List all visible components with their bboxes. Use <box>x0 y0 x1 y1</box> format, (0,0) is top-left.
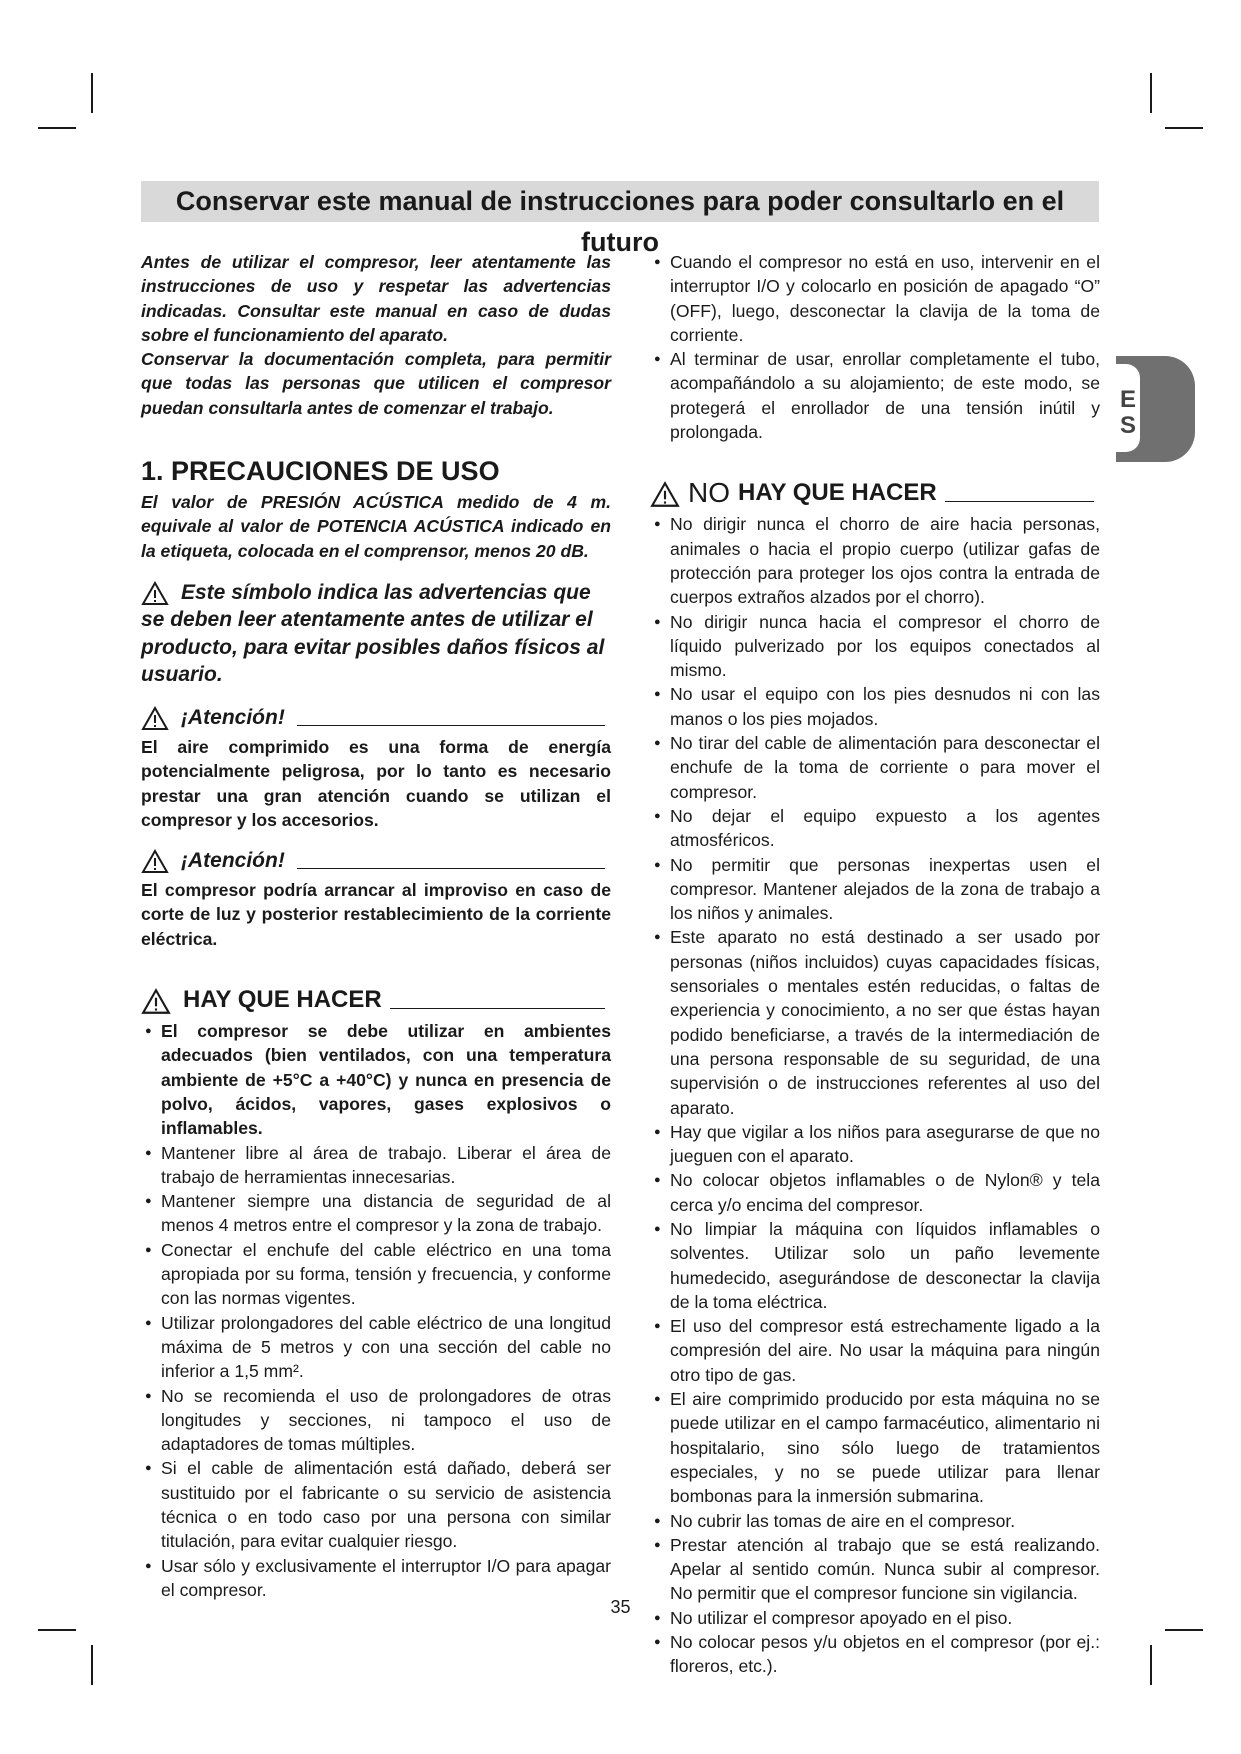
dont-title-no: NO <box>688 477 730 509</box>
symbol-note-text: Este símbolo indica las advertencias que se deben leer atentamente antes de utilizar el producto, para evitar posibles daños físicos al usuario. <box>141 580 605 687</box>
crop-mark <box>91 73 93 113</box>
list-item: ● El uso del compresor está estrechamente ligado a la compresión del aire. No usar la máquina para ningún otro tipo de gas. <box>650 1314 1100 1387</box>
crop-mark <box>91 1645 93 1685</box>
list-item: ● No cubrir las tomas de aire en el compresor. <box>650 1509 1100 1533</box>
header-banner: Conservar este manual de instrucciones para poder consultarlo en el futuro <box>141 181 1099 222</box>
attention-heading <box>141 848 611 874</box>
heading-rule <box>390 1008 605 1009</box>
list-item: ● No limpiar la máquina con líquidos inflamables o solventes. Utilizar solo un paño levemente humedecido, asegurándose de desconectar la clavija de la toma eléctrica. <box>650 1217 1100 1314</box>
list-item: ● El compresor se debe utilizar en ambientes adecuados (bien ventilados, con una temperatura ambiente de +5°C a +40°C) y nunca en presencia de polvo, ácidos, vapores, gases explosivos o inflamables. <box>141 1019 611 1140</box>
heading-rule <box>297 868 605 869</box>
warning-triangle-icon <box>141 581 169 606</box>
warning-triangle-icon <box>141 849 169 874</box>
intro-paragraph: Antes de utilizar el compresor, leer atentamente las instrucciones de uso y respetar las advertencias indicadas. Consultar este manual en caso de dudas sobre el funcionamiento del aparato. <box>141 252 611 345</box>
dont-heading <box>650 478 1100 508</box>
crop-mark <box>1165 1629 1203 1631</box>
crop-mark <box>1165 127 1203 129</box>
list-item: ● Prestar atención al trabajo que se está realizando. Apelar al sentido común. Nunca subir al compresor. No permitir que el compresor funcione sin vigilancia. <box>650 1533 1100 1606</box>
crop-mark <box>38 1629 76 1631</box>
list-item: ● Mantener libre al área de trabajo. Liberar el área de trabajo de herramientas innecesarias. <box>141 1141 611 1190</box>
language-letter: E <box>1120 386 1137 413</box>
list-item: ● No tirar del cable de alimentación para desconectar el enchufe de la toma de corriente o para mover el compresor. <box>650 731 1100 804</box>
heading-rule <box>945 501 1094 502</box>
list-item: ● No colocar objetos inflamables o de Nylon® y tela cerca y/o encima del compresor. <box>650 1168 1100 1217</box>
list-item: ● No dirigir nunca el chorro de aire hacia personas, animales o hacia el propio cuerpo (utilizar gafas de protección para proteger los ojos contra la entrada de cuerpos extraños alzados por el chorro). <box>650 512 1100 609</box>
crop-mark <box>38 127 76 129</box>
attention-heading <box>141 705 611 731</box>
list-item: ● No utilizar el compresor apoyado en el piso. <box>650 1606 1100 1630</box>
left-column <box>141 250 611 1602</box>
list-item: ● No permitir que personas inexpertas usen el compresor. Mantener alejados de la zona de trabajo a los niños y animales. <box>650 853 1100 926</box>
list-item: ● No dejar el equipo expuesto a los agentes atmosféricos. <box>650 804 1100 853</box>
list-item: ● Si el cable de alimentación está dañado, deberá ser sustituido por el fabricante o su servicio de asistencia técnica o en todo caso por una persona con similar titulación, para evitar cualquier riesgo. <box>141 1456 611 1553</box>
list-item: ● Cuando el compresor no está en uso, intervenir en el interruptor I/O y colocarlo en posición de apagado “O” (OFF), luego, desconectar la clavija de la toma de corriente. <box>650 250 1100 347</box>
dont-title: HAY QUE HACER <box>738 479 937 507</box>
acoustic-note: El valor de PRESIÓN ACÚSTICA medido de 4 m. equivale al valor de POTENCIA ACÚSTICA indicado en la etiqueta, colocada en el comprensor, menos 20 dB. <box>141 492 611 561</box>
attention-text: El compresor podría arrancar al improviso en caso de corte de luz y posterior restablecimiento de la corriente eléctrica. <box>141 880 611 949</box>
right-column <box>650 250 1100 1679</box>
warning-triangle-icon <box>141 988 171 1015</box>
list-item: ● Al terminar de usar, enrollar completamente el tubo, acompañándolo a su alojamiento; de este modo, se protegerá el enrollador de una tensión inútil y prolongada. <box>650 347 1100 444</box>
list-item: ● Mantener siempre una distancia de seguridad de al menos 4 metros entre el compresor y la zona de trabajo. <box>141 1189 611 1238</box>
list-item: ● No dirigir nunca hacia el compresor el chorro de líquido pulverizado por los equipos conectados al mismo. <box>650 610 1100 683</box>
list-item: ● Utilizar prolongadores del cable eléctrico de una longitud máxima de 5 metros y con una sección del cable no inferior a 1,5 mm². <box>141 1311 611 1384</box>
heading-rule <box>297 725 605 726</box>
list-item: ● No usar el equipo con los pies desnudos ni con las manos o los pies mojados. <box>650 682 1100 731</box>
crop-mark <box>1150 73 1152 113</box>
section-title: 1. PRECAUCIONES DE USO <box>141 456 500 487</box>
language-letter: S <box>1120 412 1137 439</box>
list-item: ● Este aparato no está destinado a ser usado por personas (niños incluidos) cuyas capacidades físicas, sensoriales o mentales estén reducidas, o faltas de experiencia y conocimiento, a no ser que éstas hayan podido beneficiarse, a través de la intermediación de una persona responsable de su seguridad, de una supervisión o de instrucciones referentes al uso del aparato. <box>650 925 1100 1119</box>
list-item: ● Conectar el enchufe del cable eléctrico en una toma apropiada por su forma, tensión y frecuencia, y conforme con las normas vigentes. <box>141 1238 611 1311</box>
warning-triangle-icon <box>141 706 169 731</box>
list-item: ● Hay que vigilar a los niños para asegurarse de que no jueguen con el aparato. <box>650 1120 1100 1169</box>
page-number: 35 <box>610 1597 631 1617</box>
do-list <box>141 1019 611 1602</box>
attention-label: ¡Atención! <box>181 849 285 873</box>
crop-mark <box>1150 1645 1152 1685</box>
language-tab <box>1116 356 1195 462</box>
do-list-continued <box>650 250 1100 444</box>
language-tab-inner <box>1116 364 1140 452</box>
attention-label: ¡Atención! <box>181 705 285 729</box>
list-item: ● Usar sólo y exclusivamente el interruptor I/O para apagar el compresor. <box>141 1554 611 1603</box>
attention-text: El aire comprimido es una forma de energía potencialmente peligrosa, por lo tanto es necesario prestar una gran atención cuando se utilizan el compresor y los accesorios. <box>141 736 611 830</box>
list-item: ● No se recomienda el uso de prolongadores de otras longitudes y secciones, ni tampoco el uso de adaptadores de tomas múltiples. <box>141 1384 611 1457</box>
do-title: HAY QUE HACER <box>183 986 382 1014</box>
list-item: ● El aire comprimido producido por esta máquina no se puede utilizar en el campo farmacéutico, alimentario ni hospitalario, sino sólo luego de tratamientos especiales, y no se puede utilizar para llenar bombonas para la inmersión submarina. <box>650 1387 1100 1508</box>
list-item: ● No colocar pesos y/u objetos en el compresor (por ej.: floreros, etc.). <box>650 1630 1100 1679</box>
intro-paragraph: Conservar la documentación completa, para permitir que todas las personas que utilicen el compresor puedan consultarla antes de comenzar el trabajo. <box>141 349 611 418</box>
warning-triangle-icon <box>650 481 680 508</box>
dont-list <box>650 512 1100 1678</box>
do-heading <box>141 985 611 1015</box>
symbol-note <box>141 579 611 689</box>
